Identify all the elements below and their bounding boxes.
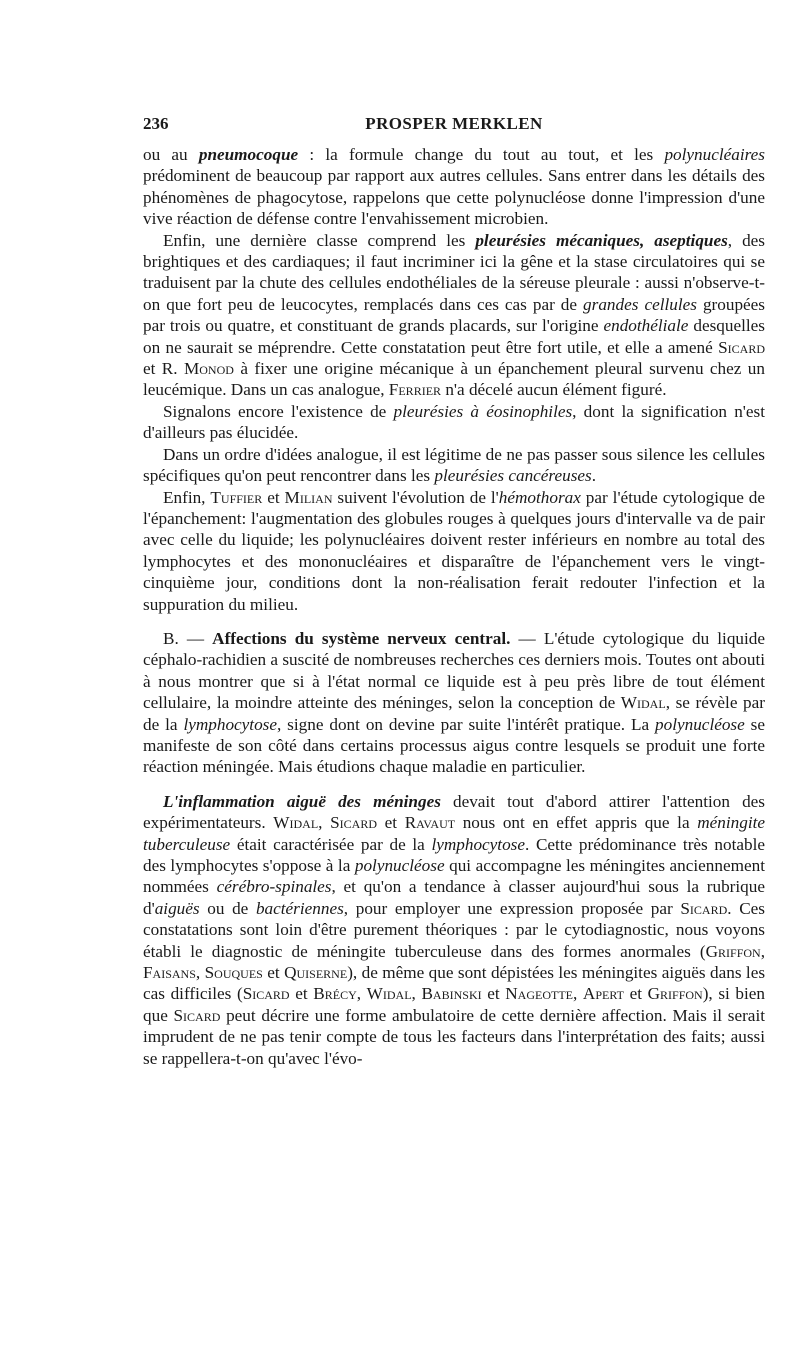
paragraph: ou au pneumocoque : la formule change du tout au tout, et les polynucléaires prédominent de beaucoup par rapport aux autres cellules. Sans entrer dans les détails des phénomènes de phagocytose, rappelons que cette polynucléose donne l'impression d'une vive réaction de défense contre l'envahissement microbien. <box>143 145 765 229</box>
page-number: 236 <box>143 114 169 133</box>
body-text <box>143 144 765 1069</box>
paragraph: Signalons encore l'existence de pleurésies à éosinophiles, dont la signification n'est d'ailleurs pas élucidée. <box>143 401 766 443</box>
section-paragraph: B. — Affections du système nerveux central. — L'étude cytologique du liquide céphalo-rachidien a suscité de nombreuses recherches ces derniers mois. Toutes ont abouti à nous montrer que si à l'état normal ce liquide est à peu près libre de tout élément cellulaire, la moindre atteinte des méninges, selon la conception de Widal, se révèle par de la lymphocytose, signe dont on devine par suite l'intérêt pratique. La polynucléose se manifeste de son côté dans certains processus aigus contre lesquels se produit une forte réaction méningée. Mais étudions chaque maladie en particulier. <box>143 628 766 777</box>
page-header <box>143 114 765 136</box>
paragraph: Enfin, Tuffier et Milian suivent l'évolution de l'hémothorax par l'étude cytologique de l'épanchement: l'augmentation des globules rouges à quelques jours d'intervalle va de pair avec celle du liquide; les polynucléaires doivent rester inférieurs en nombre au total des lymphocytes et des mononucléaires et disparaître de l'épanchement vers le vingt-cinquième jour, conditions dont la non-réalisation ferait redouter l'infection et la suppuration du milieu. <box>143 487 766 614</box>
paragraph: Dans un ordre d'idées analogue, il est légitime de ne pas passer sous silence les cellules spécifiques qu'on peut rencontrer dans les pleurésies cancéreuses. <box>143 444 765 486</box>
paragraph: Enfin, une dernière classe comprend les pleurésies mécaniques, aseptiques, des brightiques et des cardiaques; il faut incriminer ici la gêne et la stase circulatoires qui se traduisent par la chute des cellules endothéliales de la séreuse pleurale : aussi n'observe-t-on que fort peu de leucocytes, remplacés dans ces cas par de grandes cellules groupées par trois ou quatre, et constituant de grands placards, sur l'origine endothéliale desquelles on ne saurait se méprendre. Cette constatation peut être fort utile, et elle a amené Sicard et R. Monod à fixer une origine mécanique à un épanchement pleural survenu chez un leucémique. Dans un cas analogue, Ferrier n'a décelé aucun élément figuré. <box>143 230 765 400</box>
section-heading: Affections du système nerveux central. <box>212 628 511 648</box>
running-title: PROSPER MERKLEN <box>365 114 543 133</box>
paragraph: L'inflammation aiguë des méninges devait tout d'abord attirer l'attention des expérimentateurs. Widal, Sicard et Ravaut nous ont en effet appris que la méningite tuberculeuse était caractérisée par de la lymphocytose. Cette prédominance très notable des lymphocytes s'oppose à la polynucléose qui accompagne les méningites anciennement nommées cérébro-spinales, et qu'on a tendance à classer aujourd'hui sous la rubrique d'aiguës ou de bactériennes, pour employer une expression proposée par Sicard. Ces constatations sont loin d'être purement théoriques : par le cytodiagnostic, nous voyons établi le diagnostic de méningite tuberculeuse dans des formes anormales (Griffon, Faisans, Souques et Quiserne), de même que sont dépistées les méningites aiguës dans les cas difficiles (Sicard et Brécy, Widal, Babinski et Nageotte, Apert et Griffon), si bien que Sicard peut décrire une forme ambulatoire de cette dernière affection. Mais il serait imprudent de ne pas tenir compte de tous les facteurs dans l'interprétation des faits; aussi se rappellera-t-on qu'avec l'évo- <box>143 791 766 1068</box>
